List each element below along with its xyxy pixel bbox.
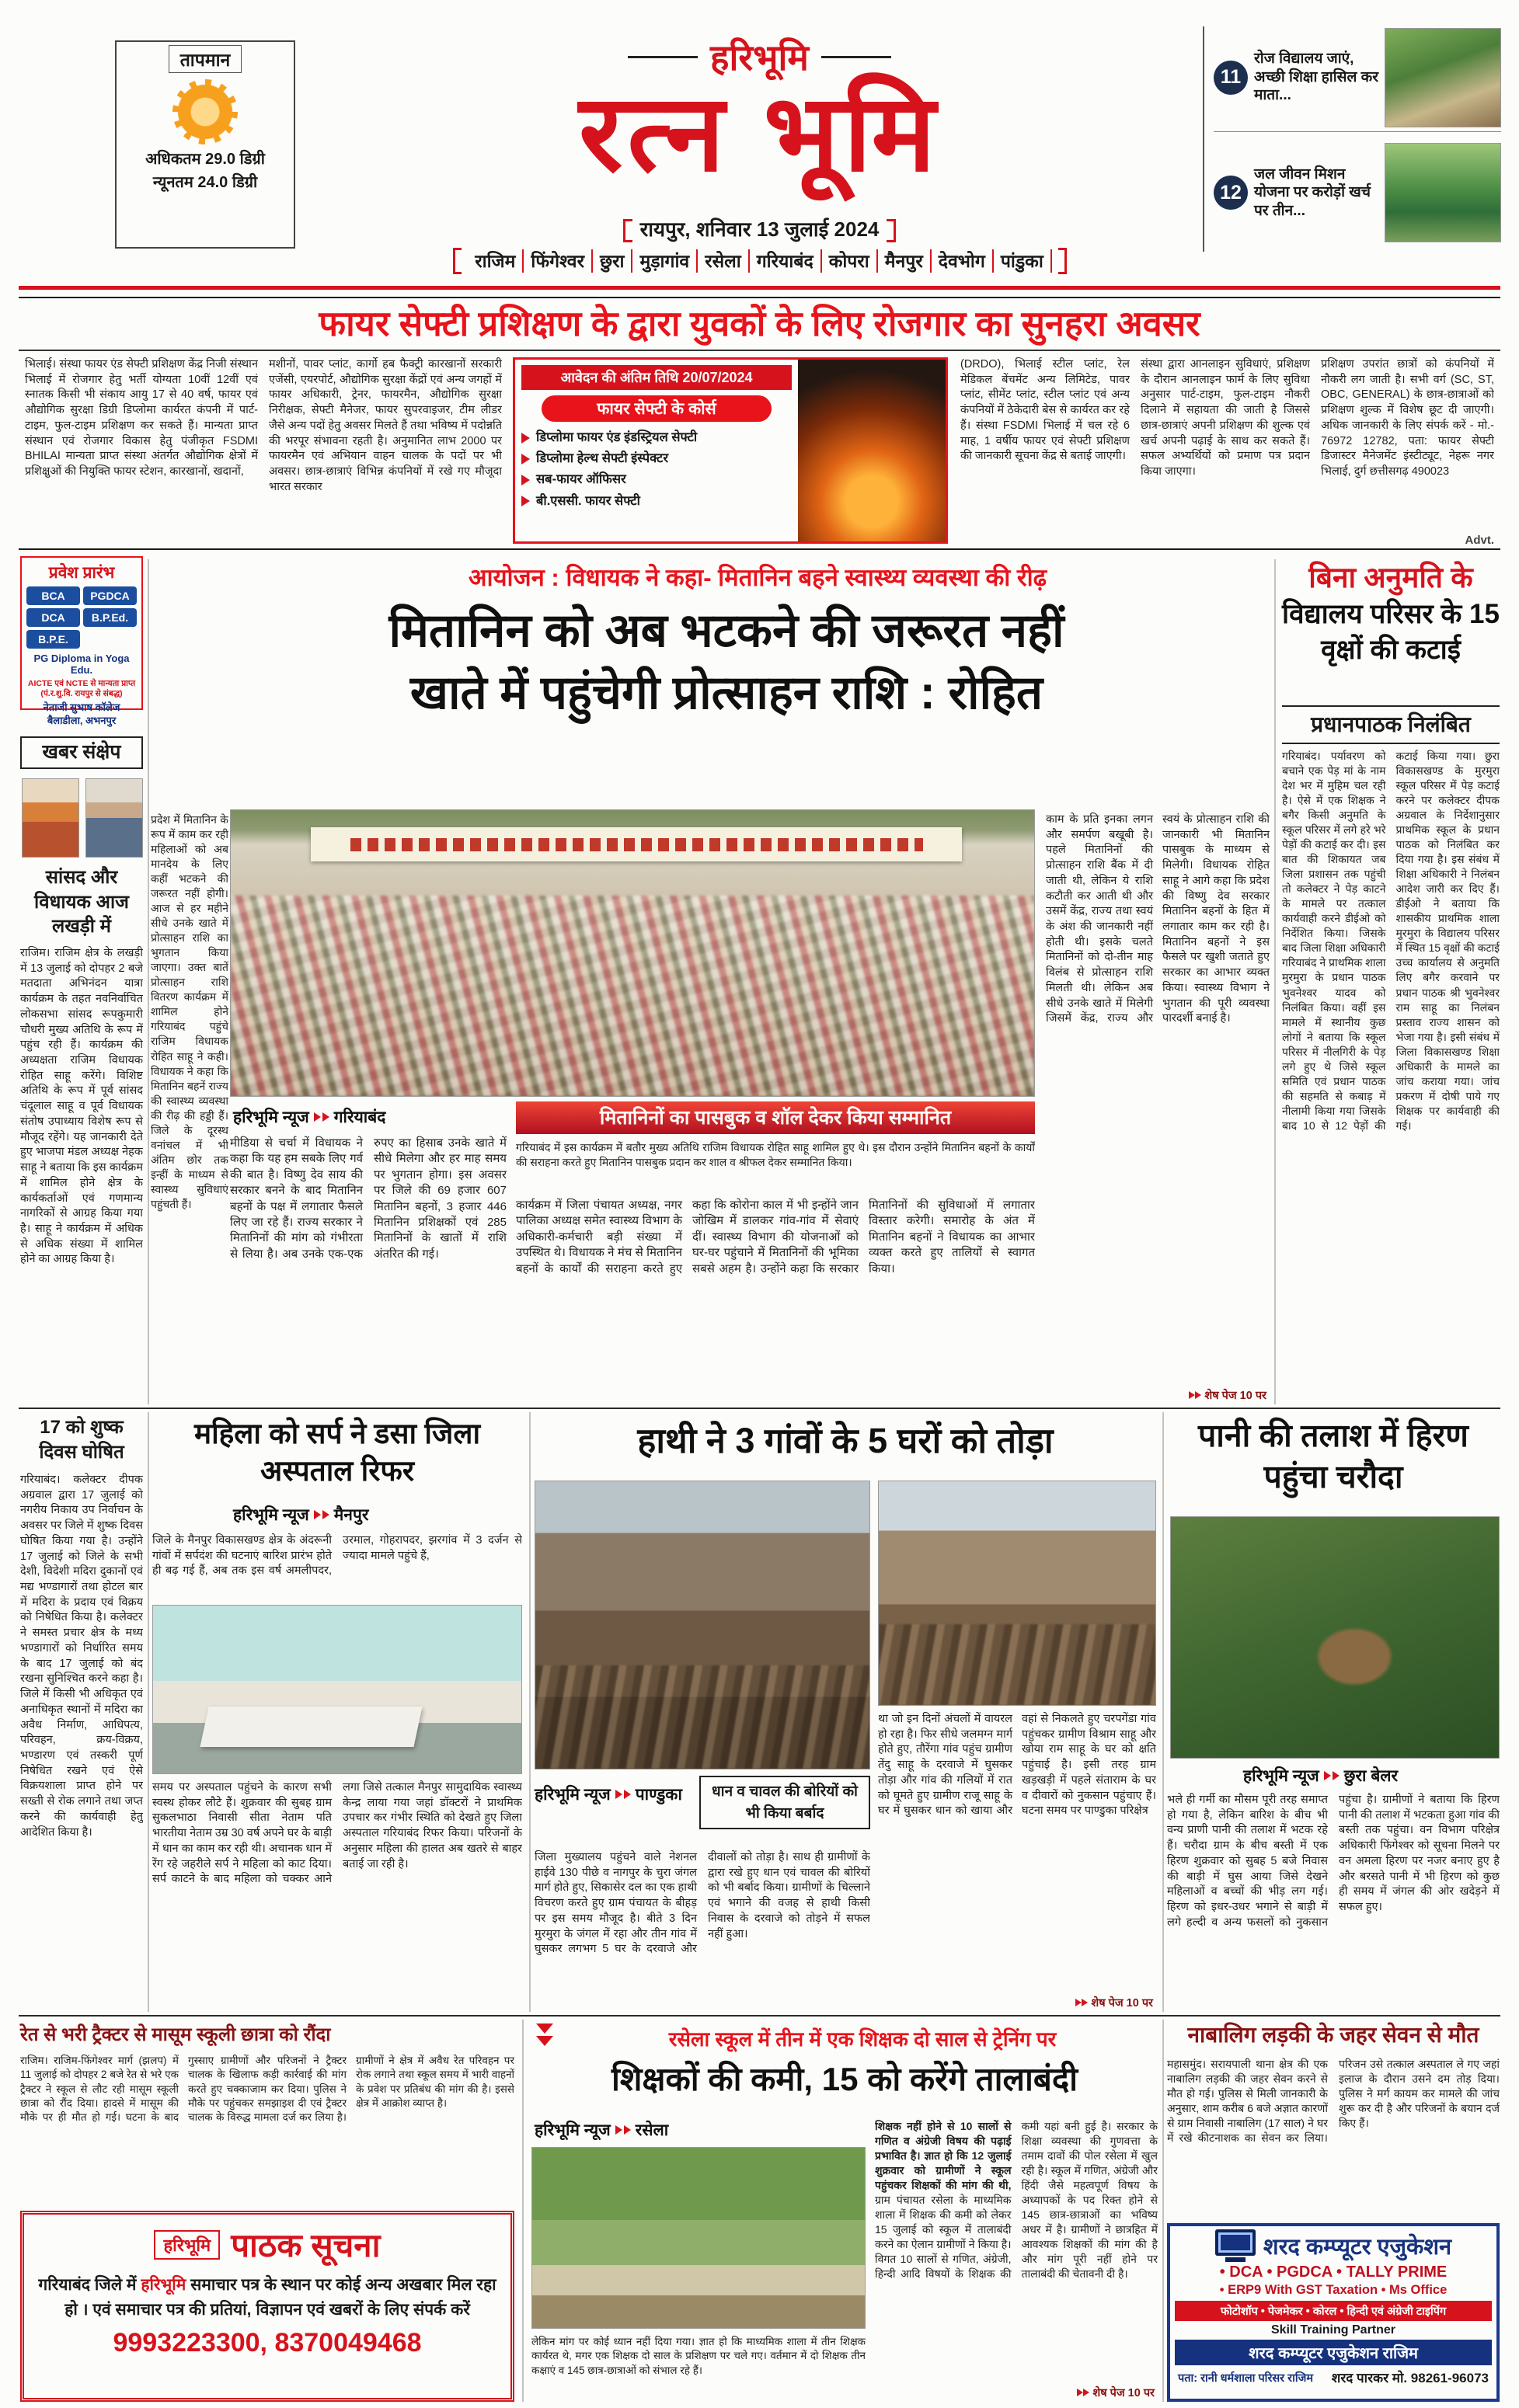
divider <box>522 2020 524 2402</box>
double-down-arrow-icon <box>536 2021 553 2048</box>
continuation-marker <box>1069 1995 1153 2010</box>
story-body-column: प्रशिक्षण उपरांत छात्रों को कंपनियों में नौकरी लग जाती है। सभी वर्ग (SC, ST, OBC, GENERAL) के छात्र-छात्राओं को प्रशिक्षण शुल्क में विशेष छूट दी जाएगी। अधिक जानकारी के लिए संपर्क करें - मो.- 76972 12782, पता: फायर सेफ्टी डिजास्टर मैनेजमेंट इंस्टीट्यूट, नेहरू नगर भिलाई, दुर्ग छत्तीसगढ़ 490023 <box>1321 358 1494 478</box>
headline-line-1: मितानिन को अब भटकने की जरूरत नहीं <box>388 604 1064 656</box>
temperature-min: न्यूनतम 24.0 डिग्री <box>152 174 258 191</box>
story-subhead-box: धान व चावल की बोरियों को भी किया बर्बाद <box>699 1776 870 1829</box>
divider <box>1162 1412 1164 2012</box>
course-list-title: फायर सेफ्टी के कोर्स <box>542 395 772 422</box>
city-mudagaon: मुड़ागांव <box>632 249 698 273</box>
photo-firefighter <box>798 360 946 541</box>
byline-arrow-icon <box>314 1510 321 1519</box>
brief-headline: 17 को शुष्क दिवस घोषित <box>39 1417 124 1463</box>
story-body-column: संस्था द्वारा आनलाइन सुविधाएं, प्रशिक्षण के दौरान आनलाइन फार्म के लिए सुविधा अनुसार पार्ट-टाइम, फुल-टाइम नौकरी दिलाने में सहायता की जाती है जिससे छात्र-छात्राएं अपनी प्रशिक्षण की शुल्क एवं खर्च अपनी पढ़ाई के साथ कर सकते हैं। सफल अभ्यर्थियों को प्रमाण पत्र प्रदान किया जाएगा। <box>1141 358 1310 478</box>
fire-course-box <box>513 357 948 544</box>
story-body-column: प्रदेश में मितानिन के रूप में काम कर रही महिलाओं को अब मानदेय के लिए कहीं भटकने की जरूरत नहीं होगी। आज से हर महीने सीधे उनके खाते में प्रोत्साहन राशि का भुगतान किया जाएगा। उक्त बातें प्रोत्साहन राशि वितरण कार्यक्रम में शामिल होने गरियाबंद पहुंचे राजिम विधायक रोहित साहू ने कही। विधायक ने कहा कि मितानिन बहनें राज्य की स्वास्थ्य व्यवस्था की रीढ़ की हड्डी हैं। जिले के दूरस्थ वनांचल में भी अंतिम छोर तक इन्हीं के माध्यम से स्वास्थ्य सुविधाएं पहुंचती हैं। <box>151 813 228 1210</box>
story-body-under-photo: लेकिन मांग पर कोई ध्यान नहीं दिया गया। ज्ञात हो कि माध्यमिक शाला में तीन शिक्षक कार्यरत थे, मगर एक शिक्षक दो साल के प्रशिक्षण पर चले गए। वर्तमान में दो शिक्षक तीन कक्षाएं व 145 छात्र-छात्राओं को संभाल रहे हैं। <box>531 2336 866 2376</box>
teaser-item <box>1214 138 1501 247</box>
arrow-icon <box>1195 1391 1201 1399</box>
course-item <box>521 448 792 469</box>
computer-monitor-icon <box>1215 2229 1256 2262</box>
newspaper-brand: हरिभूमि <box>710 37 809 78</box>
byline <box>1243 1765 1398 1787</box>
byline-arrow-icon <box>1324 1771 1331 1780</box>
divider <box>1162 2020 1164 2402</box>
story-body-column: भिलाई। संस्था फायर एंड सेफ्टी प्रशिक्षण केंद्र निजी संस्थान भिलाई में रोजगार हेतु भर्ती योग्यता 10वीं 12वीं एवं स्नातक किसी भी संकाय आयु 17 से 40 वर्ष, फायर एवं औद्योगिक सुरक्षा डिग्री डिप्लोमा कार्यरत कंपनी में पार्ट-टाइम, फुल-टाइम प्रशिक्षण कर सकते हैं। मान्यता प्राप्त संस्थान एवं रोजगार विकास हेतु पंजीकृत FSDMI BHILAI मान्यता प्राप्त संस्था अंतर्गत औद्योगिक क्षेत्रों में प्रशिक्षुओं की नियुक्ति फायर स्टेशन, कारखानों, खदानों, <box>25 358 258 478</box>
dateline-text: रायपुर, शनिवार 13 जुलाई 2024 <box>639 217 880 241</box>
brand-rule-right <box>821 56 891 58</box>
notice-phone-numbers: 9993223300, 8370049468 <box>113 2328 422 2358</box>
story-headline: रेत से भरी ट्रैक्टर से मासूम स्कूली छात्रा को रौंदा <box>20 2024 331 2045</box>
arrow-icon <box>1077 2389 1083 2396</box>
ad-address: पता: रानी धर्मशाला परिसर राजिम <box>1178 2371 1314 2385</box>
story-body-column: (DRDO), भिलाई स्टील प्लांट, रेल मेडिकल बेंचमेंट अन्य लिमिटेड, पावर प्लांट, सीमेंट प्लांट, स्टील प्लांट एवं अन्य कंपनियों में ठेकेदारी बेस से कार्यरत कर रहे हैं। संस्था FSDMI भिलाई में चल रहे 6 माह, 1 वर्षीय फायर एवं सेफ्टी प्रशिक्षण की जानकारी सूचना केंद्र से बताई जाएगी। <box>960 358 1130 463</box>
course-label: डिप्लोमा फायर एंड इंडस्ट्रियल सेफ्टी <box>536 430 698 444</box>
course-extra: PG Diploma in Yoga Edu. <box>33 652 130 676</box>
story-headline: नाबालिग लड़की के जहर सेवन से मौत <box>1187 2023 1479 2047</box>
byline-location: मैनपुर <box>333 1506 369 1524</box>
bullet-icon <box>521 496 530 506</box>
byline-brand: हरिभूमि न्यूज <box>535 1786 611 1804</box>
photo-damaged-house-1 <box>535 1481 870 1769</box>
teaser-photo-water <box>1385 143 1501 242</box>
course-item <box>521 491 792 512</box>
teaser-text: जल जीवन मिशन योजना पर करोड़ों खर्च पर तीन... <box>1254 165 1371 219</box>
admission-note: AICTE एवं NCTE से मान्यता प्राप्त (पं.र.शु.वि. रायपुर से संबद्ध) <box>27 679 136 699</box>
story-headline: पानी की तलाश में हिरण पहुंचा चरौदा <box>1198 1418 1468 1495</box>
story-headline: शिक्षकों की कमी, 15 को करेंगे तालाबंदी <box>611 2061 1078 2097</box>
admission-ad <box>20 556 143 726</box>
notice-brand-inline: हरिभूमि <box>141 2276 186 2294</box>
sun-icon <box>172 79 238 144</box>
headline-line-2: खाते में पहुंचेगी प्रोत्साहन राशि : रोहित <box>409 666 1043 719</box>
notice-header <box>35 2222 500 2267</box>
ad-red-strip: फोटोशॉप • पेजमेकर • कोरल • हिन्दी एवं अंग्रेजी टाइपिंग <box>1175 2301 1492 2321</box>
photo-damaged-house-2 <box>878 1481 1156 1706</box>
story-headline: हाथी ने 3 गांवों के 5 घरों को तोड़ा <box>637 1421 1054 1460</box>
bullet-icon <box>521 454 530 465</box>
photo-mp-portrait <box>22 778 79 858</box>
photo-hospital-bed <box>200 1707 423 1747</box>
admission-title: प्रवेश प्रारंभ <box>48 564 115 582</box>
photo-mitanin-gathering <box>230 809 1035 1097</box>
story-body-column: भले ही गर्मी का मौसम पूरी तरह समाप्त हो गया है, लेकिन बारिश के बीच भी वन्य प्राणी पानी की तलाश में भटक रहे हैं। चरौदा ग्राम के बीच बस्ती में एक हिरण शुक्रवार को सुबह 5 बजे निवास की बाड़ी में घुस आया जिसे देखने महिलाओं व बच्चों की भीड़ लग गई। हिरण को इधर-उधर भगाने से बाड़ी में लगे हल्दी व अन्य फसलों को नुकसान पहुंचा है। ग्रामीणों ने बताया कि हिरण पानी की तलाश में भटकता हुआ गांव की बस्ती तक पहुंचा। वन विभाग परिक्षेत्र अधिकारी फिंगेश्वर को सूचना मिलने पर वन अमला हिरण पर नजर बनाए हुए है और बरसते पानी में भी हिरण को कुछ ही समय में जंगल की ओर खदेड़ने में सफल हुए। <box>1167 1794 1500 1929</box>
edition-cities-bar <box>309 244 1211 278</box>
story-trees <box>1282 559 1500 668</box>
course-item <box>521 427 792 448</box>
photo-rubble <box>879 1624 1155 1705</box>
city-panduka: पांडुका <box>994 249 1052 273</box>
continuation-text: शेष पेज 10 पर <box>1091 1997 1153 2010</box>
photo-crowd <box>231 896 1034 1096</box>
advt-label: Advt. <box>1465 534 1494 547</box>
ad-blue-strip: शरद कम्प्यूटर एजुकेशन राजिम <box>1175 2340 1492 2365</box>
story-body-column: जिला मुख्यालय पहुंचने वाले नेशनल हाईवे 130 पीछे व नागपुर के चुरा जंगल मार्ग होते हुए, सिकासेर दल का एक हाथी विचरण करते हुए ग्राम पंचायत के बीहड़ पर इस समय मौजूद है। बीते 3 दिन मुरमुरा के जंगल में रहा और तीन गांव में घुसकर लगभग 5 घर के दरवाजे और दीवालों को तोड़ा है। साथ ही ग्रामीणों के द्वारा रखे हुए धान एवं चावल की बोरियों को भी बर्बाद किया। ग्रामीणों के चिल्लाने एवं भगाने की वजह से हाथी किसी निवास के दरवाजे को तोड़ने में सफल नहीं हुआ। <box>535 1851 870 1956</box>
course-pill: DCA <box>26 608 80 627</box>
brief-body: राजिम। राजिम क्षेत्र के लखड़ी में 13 जुलाई को दोपहर 2 बजे मतदाता अभिनंदन यात्रा कार्यक्रम के तहत नवनिर्वाचित लोकसभा सांसद रूपकुमारी चौधरी मुख्य अतिथि के रूप में पहुंच रही हैं। कार्यक्रम की अध्यक्षता राजिम विधायक रोहित साहू करेंगे। विशिष्ट अतिथि के रूप में पूर्व सांसद चंदूलाल साहू व पूर्व विधायक संतोष उपाध्याय विशेष रूप से मौजूद रहेंगे। यह जानकारी देते हुए भाजपा मंडल अध्यक्ष नेहक साहू ने बताया कि इस कार्यक्रम में शामिल होने क्षेत्र के कार्यकर्ताओं एवं गणमान्य नागरिकों से आग्रह किया गया है। साहू ने कार्यक्रम में अधिक से अधिक संख्या में शामिल होने का आग्रह किया है। <box>20 947 143 1266</box>
divider <box>148 1412 149 2012</box>
course-item <box>521 469 792 490</box>
divider <box>19 350 1500 351</box>
byline-location: पाण्डुका <box>635 1786 682 1804</box>
photo-stage-banner <box>311 827 962 861</box>
continuation-text: शेष पेज 10 पर <box>1092 2387 1155 2399</box>
arrow-icon <box>1083 2389 1089 2396</box>
byline-arrow-icon <box>1333 1771 1340 1780</box>
brief-body: गरियाबंद। कलेक्टर दीपक अग्रवाल द्वारा 17 जुलाई को नगरीय निकाय उप निर्वाचन के अवसर पर जिले में शुष्क दिवस घोषित किया गया है। उन्होंने 17 जुलाई को जिले के सभी देशी, विदेशी मदिरा दुकानों एवं मद्य भण्डागारों तथा होटल बार में मदिरा के प्रदाय एवं विक्रय को निषेधित किया है। कलेक्टर ने समस्त प्रचार क्षेत्र के मध्य भण्डागारों को निर्धारित समय के बाद 17 जुलाई को बंद रखना सुनिश्चित करने कहा है। जिले में किसी भी अधिकृत एवं अनाधिकृत स्थानों में मदिरा का अवैध निर्माण, आधिपत्य, परिवहन, क्रय-विक्रय, भण्डारण एवं तस्करी पूर्ण निषेधित रखने एवं ऐसे विक्रयशाला प्राप्त होने पर सख्ती से रोक लगाने तथा जप्त करने की कार्यवाही हेतु आदेशित किया है। <box>20 1474 143 1839</box>
byline-arrow-icon <box>314 1112 321 1122</box>
story-body-column <box>878 1712 1156 2012</box>
byline-arrow-icon <box>615 2125 622 2135</box>
headline-red-line: बिना अनुमति के <box>1308 562 1473 593</box>
photo-hospital-ward <box>152 1605 522 1774</box>
byline-arrow-icon <box>322 1112 329 1122</box>
notice-text-post: समाचार पत्र के स्थान पर कोई अन्य अखबार मिल रहा हो । एवं समाचार पत्र की प्रतियां, विज्ञापन एवं खबरों के लिए संपर्क करें <box>64 2276 496 2319</box>
byline <box>233 1504 368 1526</box>
story-kicker: रसेला स्कूल में तीन में एक शिक्षक दो साल से ट्रेनिंग पर <box>668 2027 1057 2051</box>
story-body-column: समय पर अस्पताल पहुंचने के कारण सभी स्वस्थ होकर लौटे हैं। शुक्रवार की सुबह ग्राम सुकलभाठा निवासी सीता नेताम पति भारतीया नेताम उम्र 30 वर्ष अपने घर के बाड़ी में धान का काम कर रही थी। अचानक धान में रेंग रहे जहरीले सर्प ने महिला को काट दिया। सर्प काटने के बाद महिला को चक्कर आने लगा जिसे तत्काल मैनपुर सामुदायिक स्वास्थ्य केन्द्र लाया गया जहां डॉक्टरों ने प्राथमिक उपचार कर गंभीर स्थिति को देखते हुए जिला अस्पताल गरियाबंद रिफर किया। परिजनों के अनुसार महिला की हालत अब खतरे से बाहर बताई जा रही है। <box>152 1781 522 1886</box>
city-chhura: छुरा <box>593 249 633 273</box>
byline <box>233 1106 385 1128</box>
story-body-column <box>875 2119 1158 2402</box>
city-rajim: राजिम <box>468 249 524 273</box>
ad-phone: शरद पारकर मो. 98261-96073 <box>1331 2371 1489 2385</box>
course-label: सब-फायर ऑफिसर <box>536 472 626 487</box>
story-body-column: महासमुंद। सरायपाली थाना क्षेत्र की एक नाबालिग लड़की की जहर सेवन करने से मौत हो गई। पुलिस से मिली जानकारी के अनुसार, शाम करीब 6 बजे अज्ञात कारणों से ग्राम निवासी नाबालिग (17 साल) ने घर में रखे कीटनाशक का सेवन कर लिया। परिजन उसे तत्काल अस्पताल ले गए जहां इलाज के दौरान उसने दम तोड़ दिया। पुलिस ने मर्ग कायम कर मामले की जांच शुरू कर दी है और परिजनों के बयान दर्ज किए हैं। <box>1167 2058 1500 2145</box>
newspaper-title: रत्न भूमि <box>578 74 941 193</box>
masthead-rule <box>19 286 1500 290</box>
byline <box>535 1783 682 1805</box>
story-headline: फायर सेफ्टी प्रशिक्षण के द्वारा युवकों के लिए रोजगार का सुनहरा अवसर <box>319 304 1200 343</box>
photo-deer <box>1170 1516 1500 1759</box>
story-body-column <box>1046 813 1270 1404</box>
story-body-column: राजिम। राजिम-फिंगेश्वर मार्ग (झलप) में 11 जुलाई को दोपहर 2 बजे रेत से भरे एक ट्रैक्टर ने स्कूल से लौट रही मासूम स्कूली छात्रा को रौंद दिया। हादसे में मासूम की मौके पर ही मौत हो गई। घटना के बाद गुस्साए ग्रामीणों और परिजनों ने ट्रैक्टर चालक के खिलाफ कड़ी कार्रवाई की मांग करते हुए चक्काजाम कर दिया। पुलिस ने मौके पर पहुंचकर समझाइश दी एवं ट्रैक्टर चालक के विरुद्ध मामला दर्ज कर लिया है। ग्रामीणों ने क्षेत्र में अवैध रेत परिवहन पर रोक लगाने तथा स्कूल समय में भारी वाहनों के प्रवेश पर प्रतिबंध की मांग की है। इससे क्षेत्र में आक्रोश व्याप्त है। <box>20 2055 514 2124</box>
byline-location: छुरा बेलर <box>1343 1767 1399 1785</box>
ad-course-line-1: • DCA • PGDCA • TALLY PRIME <box>1219 2264 1448 2281</box>
divider <box>148 559 149 1404</box>
course-pill: PGDCA <box>83 586 137 605</box>
brief-headline: सांसद और विधायक आज लखड़ी में <box>34 867 129 938</box>
course-pill: B.P.Ed. <box>83 608 137 627</box>
ad-footer <box>1175 2368 1492 2386</box>
arrow-icon <box>1189 1391 1195 1399</box>
continuation-text: शेष पेज 10 पर <box>1204 1390 1266 1402</box>
divider <box>1203 26 1204 252</box>
byline-arrow-icon <box>615 1790 622 1799</box>
ad-partner-line: Skill Training Partner <box>1270 2323 1396 2337</box>
photo-mla-portrait <box>85 778 143 858</box>
photo-village-meeting <box>531 2147 866 2329</box>
bracket-right <box>887 219 896 242</box>
bullet-icon <box>521 433 530 444</box>
temperature-title: तापमान <box>169 45 242 73</box>
college-name: नेताजी सुभाष कॉलेज बैलाडीला, अभनपुर <box>43 701 120 726</box>
byline-arrow-icon <box>624 2125 631 2135</box>
bullet-icon <box>521 475 530 485</box>
story-body-text: था जो इन दिनों अंचलों में वायरल हो रहा है। फिर सीधे जलमग्न मार्ग होते हुए, तौरेंगा गांव पहुंच ग्रामीण तेंदु साहू के दरवाजे में घुसकर तोड़ा और गांव की गलियों में रात को घूमते हुए ग्रामीण राजू साहू के घर में घुसकर धान को खाया और वहां से निकलते हुए चरपगेंडा गांव पहुंचकर ग्रामीण विश्राम साहू और खोया राम साहू के घर को क्षति पहुंचाई है। इसी तरह ग्राम खड़खड़ी में पहले संताराम के घर व दीवारों को नुकसान पहुंचाए हैं। घटना समय पर पाण्डुका परिक्षेत्र <box>878 1713 1156 1818</box>
byline-location: रसेला <box>635 2121 669 2139</box>
headline-black-lines: विद्यालय परिसर के 15 वृक्षों की कटाई <box>1282 599 1500 666</box>
teaser-photo-school <box>1385 28 1501 127</box>
teaser-number-badge: 12 <box>1214 176 1248 210</box>
bracket-left <box>453 248 462 274</box>
reader-notice-box <box>20 2211 514 2402</box>
byline-brand: हरिभूमि न्यूज <box>1243 1767 1319 1785</box>
byline-location: गरियाबंद <box>333 1108 386 1126</box>
notice-brand-chip: हरिभूमि <box>154 2230 220 2260</box>
brand-rule-left <box>628 56 698 58</box>
notice-text-pre: गरियाबंद जिले में <box>38 2276 137 2294</box>
story-body-text <box>875 2119 1158 2402</box>
photo-caption-banner: मितानिनों का पासबुक व शॉल देकर किया सम्मानित <box>516 1101 1035 1134</box>
story-headline: महिला को सर्प ने डसा जिला अस्पताल रिफर <box>193 1418 481 1488</box>
arrow-icon <box>1082 1999 1088 2006</box>
temperature-max: अधिकतम 29.0 डिग्री <box>145 151 265 168</box>
notice-title: पाठक सूचना <box>231 2227 381 2264</box>
byline-brand: हरिभूमि न्यूज <box>233 1506 309 1524</box>
city-kopra: कोपरा <box>822 249 878 273</box>
admission-course-grid <box>26 586 137 677</box>
byline-arrow-icon <box>624 1790 631 1799</box>
city-fingeshwar: फिंगेश्वर <box>524 249 593 273</box>
ad-course-line-2: • ERP9 With GST Taxation • Ms Office <box>1219 2283 1448 2297</box>
section-rule <box>19 2015 1500 2017</box>
story-body-column: मशीनों, पावर प्लांट, कार्गो हब फैक्ट्री कारखानों सरकारी एजेंसी, एयरपोर्ट, औद्योगिक सुरक्षा केंद्रों एवं अन्य जगहों में फायर अधिकारी, ट्रेनर, फायरमैन, औद्योगिक सुरक्षा निरीक्षक, सेफ्टी मैनेजर, फायर सुपरवाइजर, टीम लीडर जैसे अन्य पदों हेतु अवसर मिलते हैं तथा भविष्य में पदोन्नति की भरपूर संभावना रहती है। अनुमानित लाभ 2000 पर फायरमैन एवं अभियान वाहन चालक के पदों पर भी अवसर। छात्र-छात्राएं विभिन्न कंपनियों में रखे गए मौजूदा भारत सरकार <box>269 358 502 493</box>
teaser-item <box>1214 23 1501 132</box>
temperature-box <box>115 40 295 249</box>
byline-brand: हरिभूमि न्यूज <box>535 2121 611 2139</box>
fire-course-box-left <box>515 360 798 541</box>
story-body-column: जिले के मैनपुर विकासखण्ड क्षेत्र के अंदरूनी गांवों में सर्पदंश की घटनाएं बारिश प्रारंभ होते ही बढ़ गई हैं, अब तक इस वर्ष अमलीपदर, उरमाल, गोहरापदर, झरगांव में 3 दर्जन से ज्यादा मामले पहुंचे हैं, <box>152 1534 522 1578</box>
story-body-column: कार्यक्रम में जिला पंचायत अध्यक्ष, नगर पालिका अध्यक्ष समेत स्वास्थ्य विभाग के अधिकारी-कर्मचारी बड़ी संख्या में उपस्थित थे। विधायक ने मंच से मितानिन बहनों के कार्यों की सराहना करते हुए कहा कि कोरोना काल में भी इन्होंने जान जोखिम में डालकर गांव-गांव में सेवाएं दीं। स्वास्थ्य विभाग की योजनाओं को घर-घर पहुंचाने में मितानिनों की भूमिका सबसे अहम है। उन्होंने कहा कि सरकार मितानिनों की सुविधाओं में लगातार विस्तार करेगी। समारोह के अंत में मितानिन बहनों ने विधायक का आभार व्यक्त करते हुए तालियों से स्वागत किया। <box>516 1199 1035 1275</box>
photo-caption: गरियाबंद में इस कार्यक्रम में बतौर मुख्य अतिथि राजिम विधायक रोहित साहू शामिल हुए थे। इस दौरान उन्होंने मितानिन बहनों के कार्यों की सराहना करते हुए मितानिन पासबुक प्रदान कर शाल व श्रीफल देकर सम्मानित किया। <box>516 1141 1035 1169</box>
city-gariaband: गरियाबंद <box>750 249 822 273</box>
divider <box>1274 559 1276 1404</box>
continuation-marker <box>1071 2385 1155 2400</box>
course-pill: BCA <box>26 586 80 605</box>
story-lead: शिक्षक नहीं होने से 10 सालों से गणित व अंग्रेजी विषय की पढ़ाई प्रभावित है। ज्ञात हो कि 12 जुलाई शुक्रवार को ग्रामीणों ने स्कूल पहुंचकर शिक्षकों की मांग की थी, <box>875 2120 1012 2192</box>
city-devbhog: देवभोग <box>932 249 994 273</box>
bracket-right <box>1058 248 1067 274</box>
story-fire-safety <box>19 297 1500 550</box>
byline-brand: हरिभूमि न्यूज <box>233 1108 309 1126</box>
application-deadline: आवेदन की अंतिम तिथि 20/07/2024 <box>521 365 792 390</box>
course-pill: B.P.E. <box>26 630 80 649</box>
news-briefs-title: खबर संक्षेप <box>20 736 143 769</box>
divider <box>529 1412 531 2012</box>
teaser-number-badge: 11 <box>1214 61 1248 95</box>
dateline <box>388 214 1131 242</box>
ad-title: शरद कम्प्यूटर एजुकेशन <box>1263 2234 1452 2260</box>
computer-education-ad <box>1167 2223 1500 2402</box>
story-headline <box>186 600 1266 725</box>
ad-header <box>1175 2229 1492 2262</box>
story-body-column: गरियाबंद। पर्यावरण को बचाने एक पेड़ मां के नाम देश भर में मुहिम चल रही है। ऐसे में एक शिक्षक ने बगैर किसी अनुमति के स्कूल परिसर में लगे हरे भरे पेड़ों की कटाई कर दी। इस बात की शिकायत जब जिला प्रशासन तक पहुंची तो कलेक्टर ने पेड़ काटने के मामले पर तत्काल कार्यवाही करने डीईओ को निर्देशित किया। जिसके बाद जिला शिक्षा अधिकारी गरियाबंद ने प्राथमिक शाला मुरमुरा के प्रधान पाठक भुवनेश्वर यादव को निलंबित किया। वहीं इस मामले में स्थानीय कुछ लोगों ने बताया कि स्कूल परिसर में नीलगिरी के पेड़ लगे हुए थे जिसे स्कूल समिति एवं प्रधान पाठक की सहमति से कबाड़ में नीलामी किया गया जिसके बाद 10 से 12 पेड़ों की कटाई किया गया। छुरा विकासखण्ड के मुरमुरा स्कूल परिसर में पेड़ कटाई करने पर कलेक्टर दीपक अग्रवाल के निर्देशानुसार प्राथमिक स्कूल के प्रधान पाठक को निलंबित कर दिया गया है। इस संबंध में शिक्षा अधिकारी ने निलंबन आदेश जारी कर दिए हैं। डीईओ ने बताया कि शासकीय प्राथमिक शाला मुरमुरा के विद्यालय परिसर में स्थित 15 वृक्षों की कटाई उच्च कार्यालय से अनुमति लिए बगैर करवाने पर प्रधान पाठक श्री भुवनेश्वर राम साहू का निलंबन प्रस्ताव राज्य शासन को भेजा गया है। इसी संबंध में जिला विकासखण्ड शिक्षा अधिकारी के मामले का जांच कराया गया। जांच प्रकरण में दोषी पाये गए शिक्षक पर कार्यवाही की गई। <box>1282 750 1500 1132</box>
teaser-text: रोज विद्यालय जाएं, अच्छी शिक्षा हासिल कर माता... <box>1254 50 1378 104</box>
story-body-text: काम के प्रति इनका लगन और समर्पण बखूबी है। पहले मितानिनों की प्रोत्साहन राशि बैंक में दी जाती थी, लेकिन ये राशि कटौती कर आती थी और उसमें केंद्र, राज्य तथा स्वयं के अंश की जानकारी नहीं होती थी। इसके चलते मितानिनों को दो-तीन माह विलंब से प्रोत्साहन राशि मिलती थी। लेकिन अब सीधे उनके खाते में मिलेगी जिसमें केंद्र, राज्य और स्वयं के प्रोत्साहन राशि की जानकारी भी मितानिन पासबुक के माध्यम से मिलेगी। विधायक रोहित साहू ने आगे कहा कि प्रदेश की विष्णु देव सरकार मितानिन बहनों के हित में लगातार काम कर रही है। मितानिन बहनों ने इस फैसले पर खुशी जताते हुए सरकार का आभार व्यक्त किया। स्वास्थ्य विभाग ने भुगतान की पूरी व्यवस्था पारदर्शी बनाई है। <box>1046 813 1270 1025</box>
byline <box>535 2119 668 2141</box>
photo-rubble <box>535 1665 869 1769</box>
bracket-left <box>623 219 632 242</box>
story-subhead: प्रधानपाठक निलंबित <box>1282 705 1500 744</box>
story-body-column: मीडिया से चर्चा में विधायक ने कहा कि यह हम सबके लिए गर्व की बात है। विष्णु देव साय की सरकार बनने के बाद मितानिन बहनों के पक्ष में लगातार फैसले लिए जा रहे हैं। राज्य सरकार ने मितानिनों की मांग को गंभीरता से लिया है। अब उनके एक-एक रुपए का हिसाब उनके खाते में सीधे मिलेगा और हर माह समय पर भुगतान होगा। इस अवसर पर जिले की 69 हजार 607 मितानिन बहनों, 3 हजार 446 मितानिन प्रशिक्षकों एवं 285 मितानिनों के खातों में राशि अंतरित की गई। <box>230 1136 507 1261</box>
story-body: ग्राम पंचायत रसेला के माध्यमिक शाला में शिक्षक की कमी को लेकर 15 जुलाई को स्कूल में तालाबंदी करने का ऐलान ग्रामीणों ने किया है। विगत 10 सालों से गणित, अंग्रेजी, हिन्दी आदि विषयों के शिक्षक की कमी यहां बनी हुई है। सरकार के शिक्षा व्यवस्था की गुणवत्ता के तमाम दावों की पोल रसेला में खुल रही है। स्कूल में गणित, अंग्रेजी और हिंदी जैसे महत्वपूर्ण विषय के अध्यापकों के पद रिक्त होने से 145 छात्र-छात्राओं का भविष्य अधर में है। ग्रामीणों ने छात्रहित में आवश्यक शिक्षकों की मांग की है और मांग पूरी नहीं होने पर तालाबंदी की चेतावनी दी है। <box>875 2120 1158 2281</box>
city-rasela: रसेला <box>698 249 750 273</box>
story-kicker: आयोजन : विधायक ने कहा- मितानिन बहने स्वास्थ्य व्यवस्था की रीढ़ <box>468 564 1047 591</box>
notice-text <box>35 2273 500 2322</box>
section-rule <box>19 1408 1500 1409</box>
city-mainpur: मैनपुर <box>878 249 932 273</box>
continuation-marker <box>1183 1387 1266 1403</box>
course-label: बी.एससी. फायर सेफ्टी <box>536 493 640 508</box>
arrow-icon <box>1075 1999 1082 2006</box>
byline-arrow-icon <box>322 1510 329 1519</box>
course-label: डिप्लोमा हेल्थ सेफ्टी इंस्पेक्टर <box>536 451 669 466</box>
